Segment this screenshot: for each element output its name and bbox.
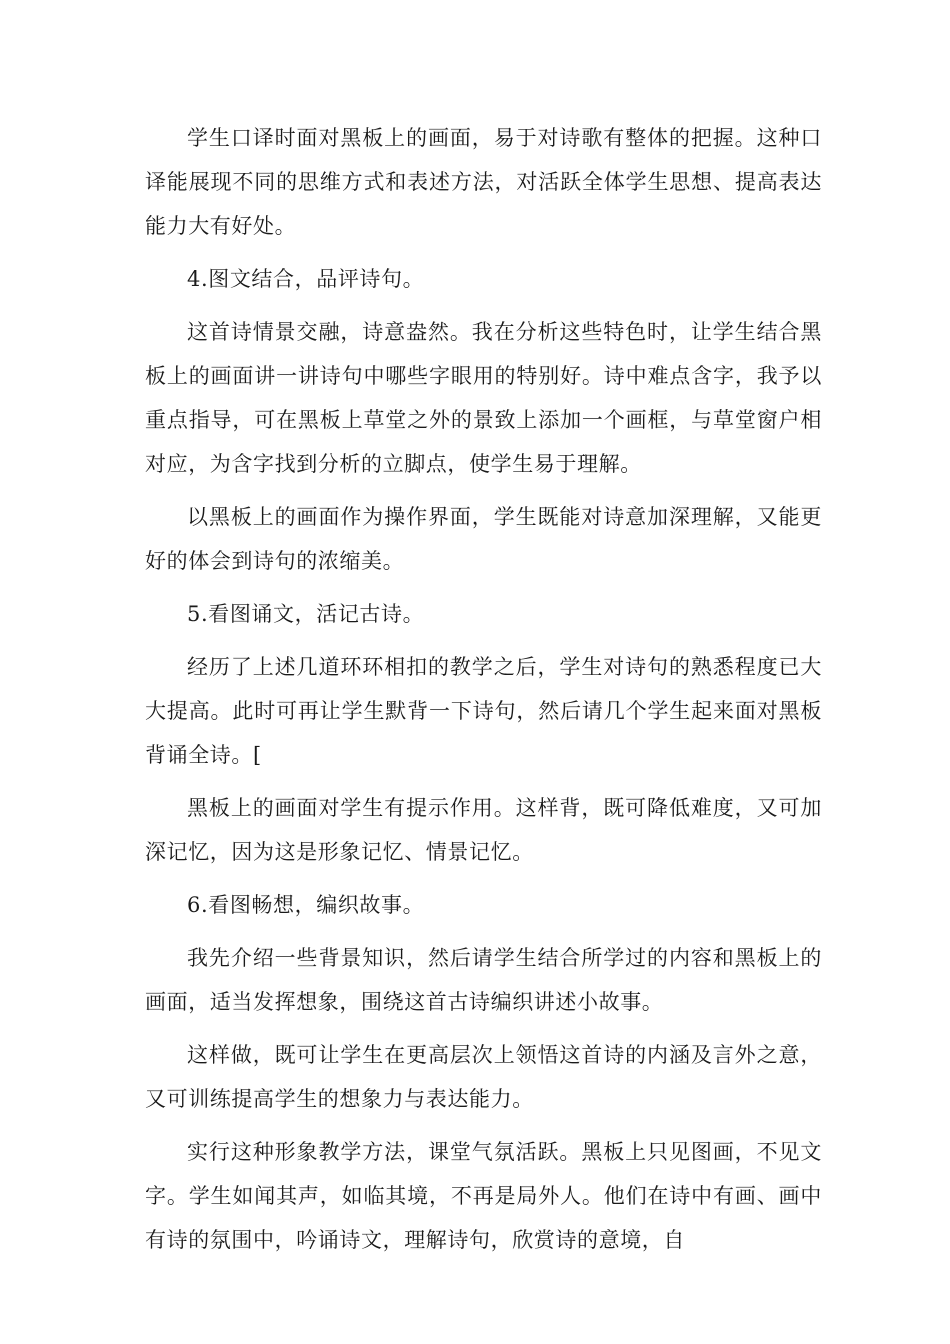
section-heading-4: 4.图文结合，品评诗句。	[187, 267, 425, 291]
paragraph-storytelling: 我先介绍一些背景知识，然后请学生结合所学过的内容和黑板上的画面，适当发挥想象，围绕这首古诗编织讲述小故事。	[145, 946, 822, 1014]
paragraph-recitation: 经历了上述几道环环相扣的教学之后，学生对诗句的熟悉程度已大大提高。此时可再让学生默背一下诗句，然后请几个学生起来面对黑板背诵全诗。[	[145, 655, 822, 767]
paragraph-interpretation-benefit: 学生口译时面对黑板上的画面，易于对诗歌有整体的把握。这种口译能展现不同的思维方式和表述方法，对活跃全体学生思想、提高表达能力大有好处。	[145, 126, 822, 238]
section-heading-6: 6.看图畅想，编织故事。	[187, 893, 425, 917]
paragraph-poem-analysis: 这首诗情景交融，诗意盎然。我在分析这些特色时，让学生结合黑板上的画面讲一讲诗句中哪些字眼用的特别好。诗中难点含字，我予以重点指导，可在黑板上草堂之外的景致上添加一个画框，与草堂窗户相对应，为含字找到分析的立脚点，使学生易于理解。	[145, 320, 822, 476]
paragraph-imagination-training: 这样做，既可让学生在更高层次上领悟这首诗的内涵及言外之意，又可训练提高学生的想象力与表达能力。	[145, 1043, 822, 1111]
paragraph-memory-hint: 黑板上的画面对学生有提示作用。这样背，既可降低难度，又可加深记忆，因为这是形象记忆、情景记忆。	[145, 796, 822, 864]
paragraph-classroom-atmosphere: 实行这种形象教学方法，课堂气氛活跃。黑板上只见图画，不见文字。学生如闻其声，如临其境，不再是局外人。他们在诗中有画、画中有诗的氛围中，吟诵诗文，理解诗句，欣赏诗的意境，自	[145, 1140, 822, 1252]
section-heading-5: 5.看图诵文，活记古诗。	[187, 602, 425, 626]
document-body	[145, 116, 822, 1262]
paragraph-interface-understanding: 以黑板上的画面作为操作界面，学生既能对诗意加深理解，又能更好的体会到诗句的浓缩美。	[145, 505, 822, 573]
